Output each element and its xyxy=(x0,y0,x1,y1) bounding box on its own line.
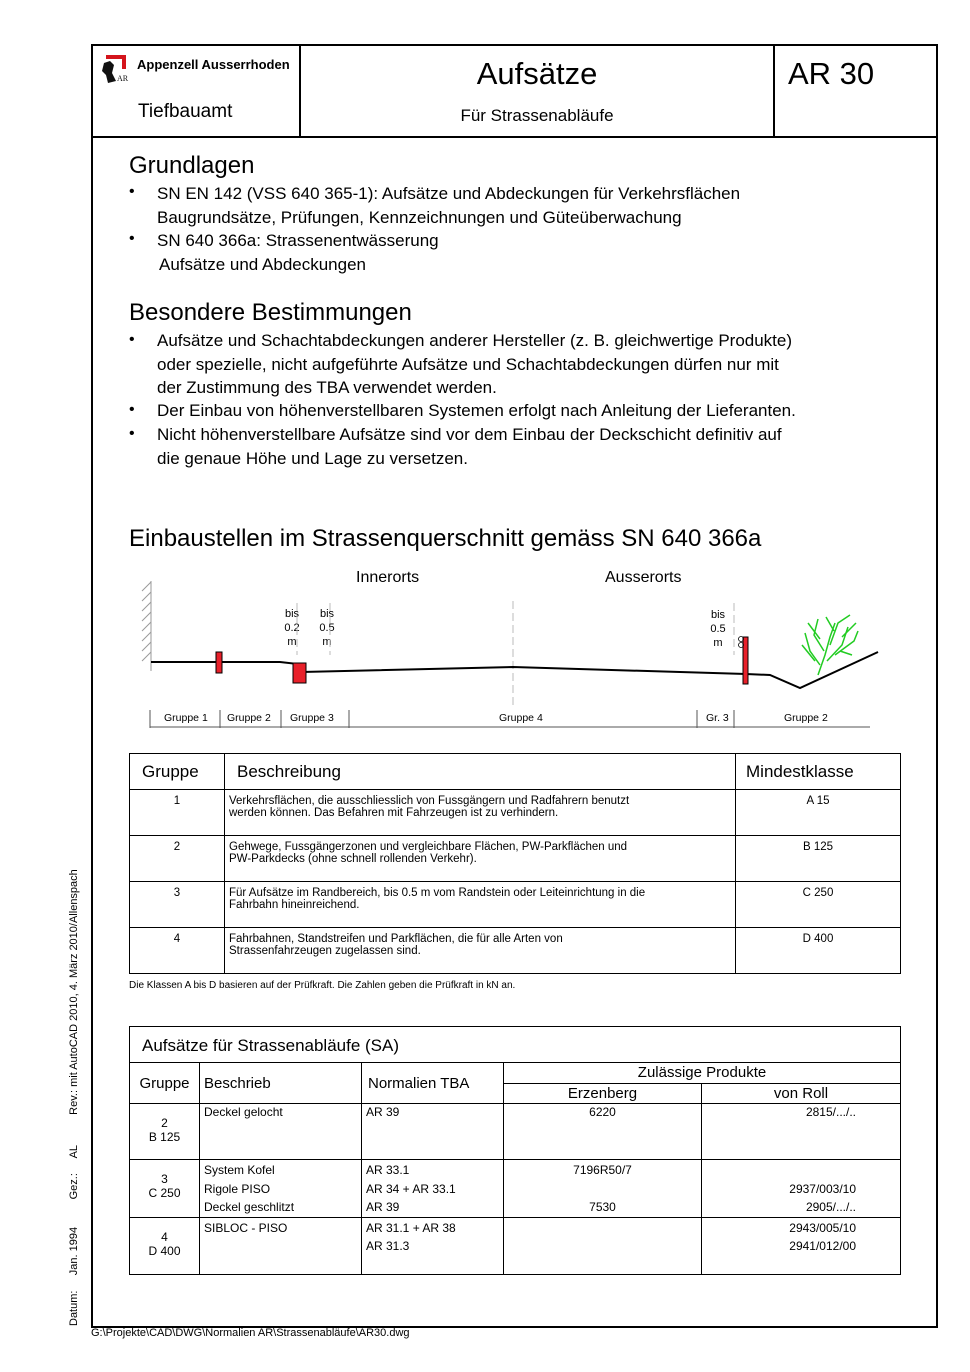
cell-gruppe: 2 xyxy=(130,836,225,882)
dimension-label-0-5: bis 0.5 m xyxy=(319,608,335,648)
bullet-icon: • xyxy=(129,230,135,247)
cell-gruppe: 3 xyxy=(130,882,225,928)
column-header: Zulässige Produkte xyxy=(504,1063,901,1084)
dimension-label-0-2: bis 0.2 m xyxy=(284,608,300,648)
cell-vonroll: 2937/003/10 2905/.../.. xyxy=(702,1160,901,1218)
bestimmung-item-1: Aufsätze und Schachtabdeckungen anderer Hersteller (z. B. gleichwertige Produkte) oder spezielle, nicht aufgeführte Aufsätze und Schachtabdeckungen dürfen nur mit der Zustimmung des TBA verwendet werden. xyxy=(157,331,793,397)
table-row xyxy=(130,1104,901,1160)
inlet-marker xyxy=(293,663,306,683)
sa-table xyxy=(129,1062,901,1275)
cell-gruppe: 3 C 250 xyxy=(130,1160,200,1218)
section-heading-einbau: Einbaustellen im Strassenquerschnitt gemäss SN 640 366a xyxy=(129,525,762,552)
column-header: Normalien TBA xyxy=(362,1063,504,1104)
label-innerorts: Innerorts xyxy=(356,569,420,586)
cell-gruppe: 1 xyxy=(130,790,225,836)
column-header: Mindestklasse xyxy=(736,754,901,790)
cell-gruppe: 4 D 400 xyxy=(130,1217,200,1274)
cell-vonroll: 2815/.../.. xyxy=(702,1104,901,1160)
curb-marker xyxy=(743,637,748,684)
cell-erzenberg: 7196R50/7 7530 xyxy=(504,1160,702,1218)
cell-gruppe: 2 B 125 xyxy=(130,1104,200,1160)
column-header: von Roll xyxy=(702,1084,901,1104)
cell-beschrieb: SIBLOC - PISO xyxy=(200,1217,362,1274)
table-row xyxy=(130,882,901,928)
cell-klasse: D 400 xyxy=(736,928,901,974)
revision-sidebar: Datum: Jan. 1994 Gez.: AL Rev.: mit AutoCAD 2010, 4. März 2010/Allenspach xyxy=(68,869,80,1326)
dimension-label-0-5-ausserorts: bis 0.5 m xyxy=(710,609,726,649)
bestimmung-item-3: Nicht höhenverstellbare Aufsätze sind vor dem Einbau der Deckschicht definitiv auf die genaue Höhe und Lage zu versetzen. xyxy=(157,425,782,468)
cell-klasse: A 15 xyxy=(736,790,901,836)
group-label: Gruppe 2 xyxy=(227,712,271,724)
header-col-divider xyxy=(773,44,775,138)
header-divider xyxy=(91,136,936,138)
cell-beschrieb: System Kofel Rigole PISO Deckel geschlitzt xyxy=(200,1160,362,1218)
document-code: AR 30 xyxy=(788,56,875,91)
column-header: Beschreibung xyxy=(225,754,736,790)
cell-normalien: AR 39 xyxy=(362,1104,504,1160)
table-row xyxy=(130,836,901,882)
org-name: Appenzell Ausserrhoden xyxy=(137,57,290,72)
cell-gruppe: 4 xyxy=(130,928,225,974)
cell-erzenberg xyxy=(504,1217,702,1274)
bullet-icon: • xyxy=(129,331,135,348)
cell-erzenberg: 6220 xyxy=(504,1104,702,1160)
cell-normalien: AR 31.1 + AR 38 AR 31.3 xyxy=(362,1217,504,1274)
cell-vonroll: 2943/005/10 2941/012/00 xyxy=(702,1217,901,1274)
table-row xyxy=(130,790,901,836)
cell-beschreibung: Gehwege, Fussgängerzonen und vergleichbare Flächen, PW-Parkflächen und PW-Parkdecks (ohne schnell rollenden Verkehr). xyxy=(225,836,736,882)
page-title: Aufsätze xyxy=(476,56,598,91)
curb-marker xyxy=(216,652,222,673)
bullet-icon: • xyxy=(129,401,135,418)
grundlagen-item-2: SN 640 366a: Strassenentwässerung Aufsätze und Abdeckungen xyxy=(157,231,439,274)
department-name: Tiefbauamt xyxy=(138,101,233,122)
cell-beschreibung: Verkehrsflächen, die ausschliesslich von Fussgängern und Radfahrern benutzt werden können. Das Befahren mit Fahrzeugen ist zu verhindern. xyxy=(225,790,736,836)
cell-klasse: B 125 xyxy=(736,836,901,882)
group-label: Gruppe 3 xyxy=(290,712,334,724)
group-label: Gruppe 2 xyxy=(784,712,828,724)
table-header-row xyxy=(130,1063,901,1084)
cell-beschreibung: Fahrbahnen, Standstreifen und Parkflächen, die für alle Arten von Strassenfahrzeugen zugelassen sind. xyxy=(225,928,736,974)
section-heading-bestimmungen: Besondere Bestimmungen xyxy=(129,299,412,326)
cell-beschreibung: Für Aufsätze im Randbereich, bis 0.5 m vom Randstein oder Leiteinrichtung in die Fahrbahn hineinreichend. xyxy=(225,882,736,928)
column-header: Gruppe xyxy=(130,754,225,790)
bestimmung-item-2: Der Einbau von höhenverstellbaren Systemen erfolgt nach Anleitung der Lieferanten. xyxy=(157,401,796,420)
column-header: Beschrieb xyxy=(200,1063,362,1104)
column-header: Gruppe xyxy=(130,1063,200,1104)
cell-normalien: AR 33.1 AR 34 + AR 33.1 AR 39 xyxy=(362,1160,504,1218)
bullet-icon: • xyxy=(129,183,135,200)
table-row xyxy=(130,1160,901,1218)
grundlagen-item-1: SN EN 142 (VSS 640 365-1): Aufsätze und Abdeckungen für Verkehrsflächen Baugrundsätze, Prüfungen, Kennzeichnungen und Güteüberwachung xyxy=(157,184,741,227)
group-label: Gruppe 4 xyxy=(499,712,543,724)
table-header-row xyxy=(130,754,901,790)
column-header: Erzenberg xyxy=(504,1084,702,1104)
group-label: Gr. 3 xyxy=(706,712,729,724)
group-label: Gruppe 1 xyxy=(164,712,208,724)
canton-logo xyxy=(100,53,130,92)
table-row xyxy=(130,1217,901,1274)
klassen-table xyxy=(129,753,901,974)
cell-klasse: C 250 xyxy=(736,882,901,928)
sa-title: Aufsätze für Strassenabläufe (SA) xyxy=(142,1036,400,1055)
cell-beschrieb: Deckel gelocht xyxy=(200,1104,362,1160)
sa-title-box xyxy=(129,1026,901,1063)
file-path: G:\Projekte\CAD\DWG\Normalien AR\Strassenabläufe\AR30.dwg xyxy=(91,1327,410,1339)
bullet-icon: • xyxy=(129,425,135,442)
section-heading-grundlagen: Grundlagen xyxy=(129,152,255,179)
page-subtitle: Für Strassenabläufe xyxy=(460,106,614,125)
label-ausserorts: Ausserorts xyxy=(605,569,682,586)
table-row xyxy=(130,928,901,974)
cross-section-diagram xyxy=(130,575,890,735)
svg-text:AR: AR xyxy=(117,74,129,83)
klassen-note: Die Klassen A bis D basieren auf der Prüfkraft. Die Zahlen geben die Prüfkraft in kN an. xyxy=(129,980,516,991)
